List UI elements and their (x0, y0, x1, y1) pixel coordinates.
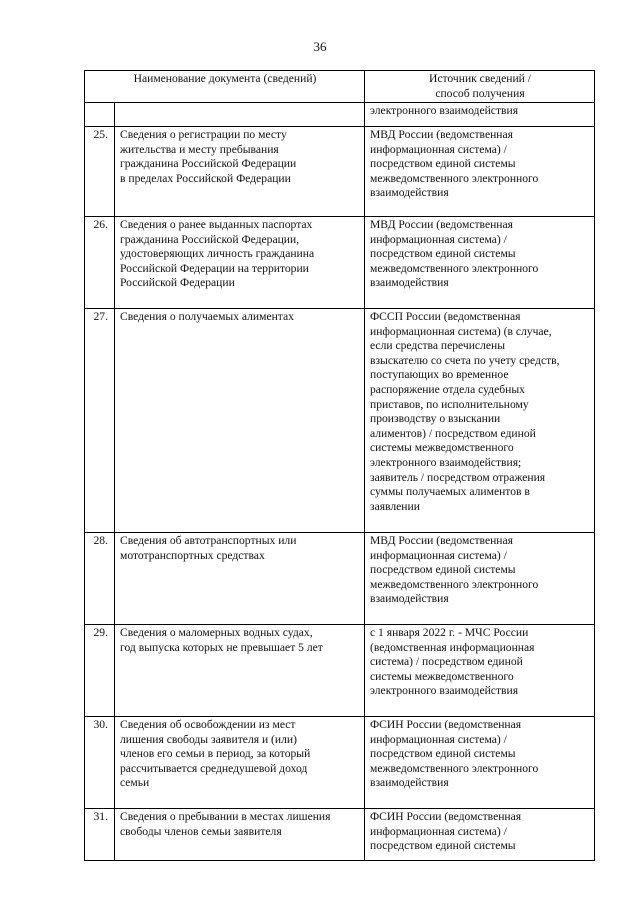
source-line: МВД России (ведомственная (370, 128, 513, 141)
documents-table (84, 70, 595, 861)
source-line: электронного взаимодействия; (370, 455, 522, 469)
row-number: 29. (85, 625, 115, 717)
source-cell (365, 625, 595, 717)
source-line: заявитель / посредством отражения (370, 470, 546, 484)
document-name-cell (115, 309, 365, 533)
row-number: 31. (85, 809, 115, 861)
table-row (85, 809, 595, 861)
document-name-line: свободы членов семьи заявителя (120, 824, 282, 838)
source-line: информационная система) / (370, 548, 507, 562)
source-line: приставов, по исполнительному (370, 397, 529, 411)
source-line: распоряжение отдела судебных (370, 382, 525, 396)
document-name-line: Сведения о пребывании в местах лишения (120, 810, 331, 823)
source-line: информационная система) / (370, 232, 507, 246)
document-name-line: членов его семьи в период, за который (120, 747, 311, 761)
source-line: посредством единой системы (370, 563, 516, 577)
row-number: 25. (85, 127, 115, 217)
document-name-line: гражданина Российской Федерации (120, 157, 297, 171)
source-line: заявлении (370, 499, 420, 513)
table-row (85, 103, 595, 127)
source-line: если средства перечислены (370, 339, 505, 353)
document-name-cell (115, 533, 365, 625)
source-line: системы межведомственного (370, 669, 514, 683)
document-name-cell (115, 127, 365, 217)
source-line: (ведомственная информационная (370, 640, 535, 654)
source-cell (365, 717, 595, 809)
document-name-line: Сведения об освобождении из мест (120, 718, 296, 731)
table-row (85, 217, 595, 309)
source-line: ФСИН России (ведомственная (370, 718, 522, 731)
source-line: информационная система) / (370, 824, 507, 838)
document-name-cell (115, 809, 365, 861)
page-number: 36 (313, 39, 327, 54)
row-number (85, 103, 115, 127)
source-line: производству о взыскании (370, 412, 501, 426)
row-number: 28. (85, 533, 115, 625)
source-line: взаимодействия (370, 776, 449, 790)
header-source-cell (365, 71, 595, 103)
source-line: взаимодействия (370, 592, 449, 606)
document-name-cell (115, 217, 365, 309)
source-line: информационная система) / (370, 142, 507, 156)
source-cell (365, 309, 595, 533)
source-line: информационная система) (в случае, (370, 324, 552, 338)
document-name-line: гражданина Российской Федерации, (120, 232, 300, 246)
document-name-cell (115, 103, 365, 127)
source-cell (365, 127, 595, 217)
document-name-line: Российской Федерации (120, 276, 235, 290)
source-line: посредством единой системы (370, 839, 516, 853)
header-name-cell (85, 71, 365, 103)
source-line: межведомственного электронного (370, 761, 539, 775)
document-name-line: Сведения о ранее выданных паспортах (120, 218, 313, 231)
document-name-line: Сведения о регистрации по месту (120, 128, 287, 141)
table-row (85, 309, 595, 533)
table-row (85, 533, 595, 625)
source-line: МВД России (ведомственная (370, 534, 513, 547)
header-name-label: Наименование документа (сведений) (133, 72, 317, 85)
source-line: электронного взаимодействия (370, 104, 519, 117)
document-name-line: Сведения о маломерных водных судах, (120, 626, 313, 639)
source-line: система) / посредством единой (370, 655, 523, 669)
source-cell (365, 809, 595, 861)
header-source-line: Источник сведений / (428, 72, 532, 85)
source-line: межведомственного электронного (370, 171, 539, 185)
document-name-line: год выпуска которых не превышает 5 лет (120, 640, 323, 654)
table-row (85, 127, 595, 217)
document-name-line: Российской Федерации на территории (120, 261, 309, 275)
table-header-row (85, 71, 595, 103)
source-cell (365, 103, 595, 127)
document-name-line: жительства и месту пребывания (120, 142, 279, 156)
source-line: посредством единой системы (370, 157, 516, 171)
document-name-line: рассчитывается среднедушевой доход (120, 761, 308, 775)
source-line: межведомственного электронного (370, 577, 539, 591)
table-row (85, 717, 595, 809)
document-name-line: Сведения о получаемых алиментах (120, 310, 294, 323)
source-line: электронного взаимодействия (370, 684, 519, 698)
header-source-line: способ получения (435, 86, 525, 100)
source-line: суммы получаемых алиментов в (370, 485, 530, 499)
source-line: взаимодействия (370, 186, 449, 200)
source-line: ФСИН России (ведомственная (370, 810, 522, 823)
document-name-line: удостоверяющих личность гражданина (120, 247, 315, 261)
source-cell (365, 217, 595, 309)
table-row (85, 625, 595, 717)
row-number: 27. (85, 309, 115, 533)
document-name-line: мототранспортных средствах (120, 548, 265, 562)
source-line: МВД России (ведомственная (370, 218, 513, 231)
document-name-cell (115, 625, 365, 717)
row-number: 30. (85, 717, 115, 809)
document-name-line: Сведения об автотранспортных или (120, 534, 297, 547)
source-line: с 1 января 2022 г. - МЧС России (370, 626, 529, 639)
source-line: взаимодействия (370, 276, 449, 290)
source-line: межведомственного электронного (370, 261, 539, 275)
source-line: алиментов) / посредством единой (370, 426, 536, 440)
source-line: ФССП России (ведомственная (370, 310, 521, 323)
source-line: информационная система) / (370, 732, 507, 746)
row-number: 26. (85, 217, 115, 309)
document-name-cell (115, 717, 365, 809)
document-name-line: в пределах Российской Федерации (120, 171, 291, 185)
source-line: поступающих во временное (370, 368, 509, 382)
document-name-line: лишения свободы заявителя и (или) (120, 732, 297, 746)
document-name-line: семьи (120, 776, 150, 790)
source-line: системы межведомственного (370, 441, 514, 455)
source-cell (365, 533, 595, 625)
source-line: взыскателю со счета по учету средств, (370, 353, 560, 367)
source-line: посредством единой системы (370, 747, 516, 761)
source-line: посредством единой системы (370, 247, 516, 261)
